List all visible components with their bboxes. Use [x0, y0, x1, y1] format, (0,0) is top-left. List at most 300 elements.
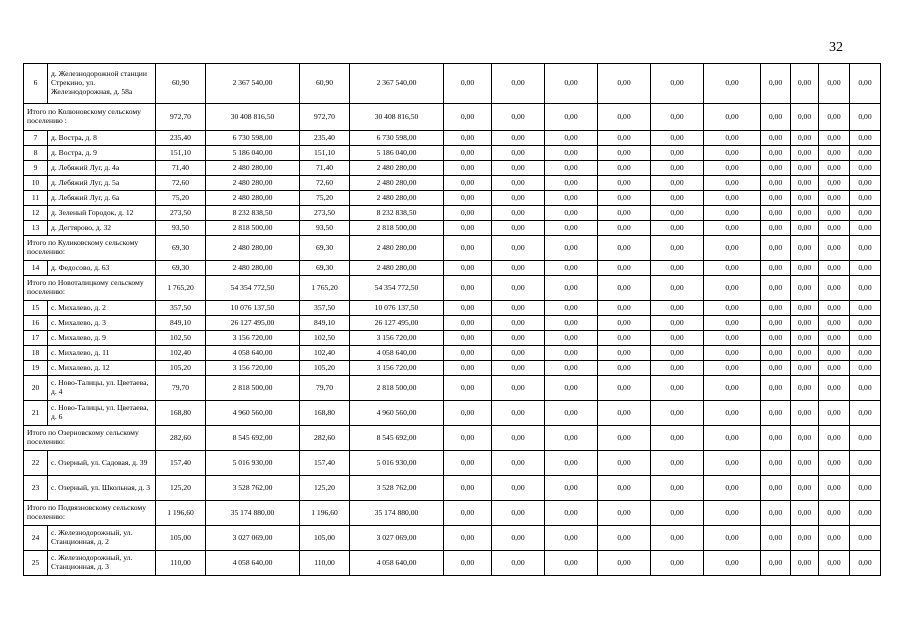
table-total-row [24, 104, 881, 131]
value-cell: 8 232 838,50 [206, 206, 300, 221]
value-cell: 0,00 [598, 376, 651, 401]
value-cell: 79,70 [300, 376, 350, 401]
value-cell: 8 545 692,00 [206, 426, 300, 451]
value-cell: 0,00 [444, 526, 492, 551]
value-cell: 0,00 [850, 301, 881, 316]
value-cell: 0,00 [819, 451, 850, 476]
table-row [24, 551, 881, 576]
value-cell: 2 480 280,00 [350, 236, 444, 261]
value-cell: 0,00 [598, 161, 651, 176]
value-cell: 2 480 280,00 [350, 191, 444, 206]
value-cell: 102,50 [156, 331, 206, 346]
value-cell: 0,00 [444, 426, 492, 451]
row-number: 19 [24, 361, 48, 376]
value-cell: 0,00 [545, 501, 598, 526]
value-cell: 3 027 069,00 [350, 526, 444, 551]
table-row [24, 176, 881, 191]
value-cell: 0,00 [850, 551, 881, 576]
value-cell: 0,00 [598, 361, 651, 376]
value-cell: 0,00 [704, 191, 761, 206]
value-cell: 0,00 [492, 276, 545, 301]
value-cell: 0,00 [791, 104, 819, 131]
value-cell: 0,00 [545, 551, 598, 576]
value-cell: 2 818 500,00 [206, 376, 300, 401]
value-cell: 0,00 [651, 146, 704, 161]
value-cell: 0,00 [598, 501, 651, 526]
value-cell: 0,00 [545, 331, 598, 346]
value-cell: 35 174 880,00 [206, 501, 300, 526]
value-cell: 4 960 560,00 [350, 401, 444, 426]
address-cell: д. Востра, д. 9 [48, 146, 156, 161]
value-cell: 0,00 [819, 361, 850, 376]
value-cell: 0,00 [492, 426, 545, 451]
value-cell: 0,00 [704, 501, 761, 526]
value-cell: 0,00 [492, 451, 545, 476]
value-cell: 0,00 [444, 191, 492, 206]
value-cell: 4 058 640,00 [350, 551, 444, 576]
value-cell: 0,00 [492, 221, 545, 236]
value-cell: 0,00 [819, 501, 850, 526]
value-cell: 0,00 [791, 301, 819, 316]
value-cell: 0,00 [850, 376, 881, 401]
value-cell: 0,00 [598, 476, 651, 501]
value-cell: 8 545 692,00 [350, 426, 444, 451]
value-cell: 0,00 [545, 451, 598, 476]
value-cell: 0,00 [598, 176, 651, 191]
value-cell: 0,00 [791, 526, 819, 551]
address-cell: д. Востра, д. 8 [48, 131, 156, 146]
value-cell: 0,00 [791, 316, 819, 331]
value-cell: 273,50 [300, 206, 350, 221]
value-cell: 0,00 [850, 261, 881, 276]
value-cell: 0,00 [444, 261, 492, 276]
value-cell: 0,00 [492, 191, 545, 206]
value-cell: 0,00 [761, 401, 791, 426]
table-row [24, 331, 881, 346]
value-cell: 0,00 [791, 64, 819, 104]
value-cell: 0,00 [545, 206, 598, 221]
value-cell: 6 730 598,00 [206, 131, 300, 146]
table-row [24, 301, 881, 316]
value-cell: 0,00 [850, 361, 881, 376]
value-cell: 4 960 560,00 [206, 401, 300, 426]
address-cell: с. Михалево, д. 11 [48, 346, 156, 361]
value-cell: 0,00 [444, 501, 492, 526]
value-cell: 0,00 [850, 221, 881, 236]
value-cell: 72,60 [300, 176, 350, 191]
value-cell: 1 765,20 [156, 276, 206, 301]
value-cell: 72,60 [156, 176, 206, 191]
value-cell: 30 408 816,50 [350, 104, 444, 131]
row-number: 23 [24, 476, 48, 501]
value-cell: 54 354 772,50 [206, 276, 300, 301]
table-row [24, 376, 881, 401]
value-cell: 157,40 [156, 451, 206, 476]
value-cell: 0,00 [444, 401, 492, 426]
value-cell: 93,50 [300, 221, 350, 236]
value-cell: 0,00 [761, 206, 791, 221]
value-cell: 0,00 [598, 331, 651, 346]
value-cell: 60,90 [156, 64, 206, 104]
table-total-row [24, 236, 881, 261]
value-cell: 0,00 [704, 551, 761, 576]
value-cell: 3 027 069,00 [206, 526, 300, 551]
value-cell: 0,00 [598, 551, 651, 576]
value-cell: 0,00 [545, 361, 598, 376]
value-cell: 0,00 [444, 476, 492, 501]
value-cell: 0,00 [704, 361, 761, 376]
value-cell: 69,30 [300, 261, 350, 276]
address-cell: д. Дегтярово, д. 32 [48, 221, 156, 236]
value-cell: 0,00 [492, 131, 545, 146]
value-cell: 0,00 [704, 476, 761, 501]
value-cell: 0,00 [704, 176, 761, 191]
address-cell: д. Лебяжий Луг, д. 5а [48, 176, 156, 191]
value-cell: 105,00 [156, 526, 206, 551]
row-number: 15 [24, 301, 48, 316]
value-cell: 0,00 [651, 376, 704, 401]
value-cell: 0,00 [444, 301, 492, 316]
table-row [24, 161, 881, 176]
value-cell: 0,00 [444, 451, 492, 476]
value-cell: 0,00 [545, 526, 598, 551]
value-cell: 0,00 [651, 401, 704, 426]
value-cell: 0,00 [444, 551, 492, 576]
value-cell: 69,30 [156, 236, 206, 261]
value-cell: 0,00 [850, 426, 881, 451]
value-cell: 0,00 [850, 146, 881, 161]
value-cell: 0,00 [819, 476, 850, 501]
value-cell: 235,40 [156, 131, 206, 146]
value-cell: 0,00 [761, 361, 791, 376]
value-cell: 273,50 [156, 206, 206, 221]
value-cell: 0,00 [791, 131, 819, 146]
table-row [24, 191, 881, 206]
value-cell: 3 156 720,00 [206, 331, 300, 346]
value-cell: 0,00 [791, 161, 819, 176]
value-cell: 0,00 [850, 276, 881, 301]
value-cell: 0,00 [761, 161, 791, 176]
value-cell: 0,00 [791, 146, 819, 161]
address-cell: с. Михалево, д. 3 [48, 316, 156, 331]
value-cell: 0,00 [819, 526, 850, 551]
value-cell: 0,00 [444, 376, 492, 401]
value-cell: 0,00 [791, 236, 819, 261]
value-cell: 2 818 500,00 [350, 376, 444, 401]
address-cell: д. Лебяжий Луг, д. 6а [48, 191, 156, 206]
value-cell: 0,00 [651, 331, 704, 346]
row-number: 24 [24, 526, 48, 551]
value-cell: 0,00 [704, 346, 761, 361]
value-cell: 972,70 [156, 104, 206, 131]
value-cell: 5 186 040,00 [350, 146, 444, 161]
value-cell: 0,00 [444, 131, 492, 146]
value-cell: 102,40 [300, 346, 350, 361]
value-cell: 0,00 [598, 146, 651, 161]
value-cell: 157,40 [300, 451, 350, 476]
value-cell: 0,00 [704, 64, 761, 104]
value-cell: 0,00 [444, 161, 492, 176]
value-cell: 0,00 [444, 346, 492, 361]
value-cell: 0,00 [651, 526, 704, 551]
value-cell: 0,00 [791, 551, 819, 576]
table-row [24, 131, 881, 146]
address-cell: д. Железнодорожной станции Стрекино, ул. Железнодорожная, д. 58а [48, 64, 156, 104]
value-cell: 0,00 [492, 551, 545, 576]
value-cell: 2 480 280,00 [206, 261, 300, 276]
value-cell: 0,00 [651, 451, 704, 476]
value-cell: 0,00 [704, 221, 761, 236]
value-cell: 0,00 [704, 206, 761, 221]
table-row [24, 206, 881, 221]
table-total-row [24, 426, 881, 451]
value-cell: 0,00 [761, 426, 791, 451]
value-cell: 0,00 [651, 236, 704, 261]
value-cell: 0,00 [545, 476, 598, 501]
value-cell: 0,00 [791, 451, 819, 476]
value-cell: 0,00 [819, 146, 850, 161]
address-cell: с. Михалево, д. 12 [48, 361, 156, 376]
value-cell: 0,00 [651, 131, 704, 146]
value-cell: 125,20 [156, 476, 206, 501]
value-cell: 10 076 137,50 [206, 301, 300, 316]
value-cell: 2 480 280,00 [350, 161, 444, 176]
value-cell: 8 232 838,50 [350, 206, 444, 221]
value-cell: 0,00 [819, 236, 850, 261]
value-cell: 4 058 640,00 [350, 346, 444, 361]
value-cell: 0,00 [444, 64, 492, 104]
value-cell: 0,00 [761, 331, 791, 346]
value-cell: 0,00 [545, 191, 598, 206]
value-cell: 2 480 280,00 [206, 236, 300, 261]
value-cell: 3 156 720,00 [206, 361, 300, 376]
value-cell: 2 480 280,00 [206, 161, 300, 176]
value-cell: 0,00 [545, 236, 598, 261]
table-row [24, 526, 881, 551]
value-cell: 0,00 [492, 176, 545, 191]
value-cell: 0,00 [651, 104, 704, 131]
value-cell: 0,00 [651, 316, 704, 331]
value-cell: 3 528 762,00 [206, 476, 300, 501]
value-cell: 0,00 [492, 236, 545, 261]
value-cell: 0,00 [761, 301, 791, 316]
value-cell: 0,00 [850, 526, 881, 551]
value-cell: 151,10 [300, 146, 350, 161]
value-cell: 0,00 [819, 221, 850, 236]
value-cell: 0,00 [598, 276, 651, 301]
value-cell: 0,00 [492, 206, 545, 221]
value-cell: 110,00 [300, 551, 350, 576]
value-cell: 0,00 [819, 161, 850, 176]
address-cell: д. Зеленый Городок, д. 12 [48, 206, 156, 221]
table-row [24, 401, 881, 426]
value-cell: 0,00 [704, 401, 761, 426]
value-cell: 3 156 720,00 [350, 331, 444, 346]
row-number: 7 [24, 131, 48, 146]
address-cell: с. Озерный, ул. Садовая, д. 39 [48, 451, 156, 476]
value-cell: 71,40 [156, 161, 206, 176]
value-cell: 10 076 137,50 [350, 301, 444, 316]
value-cell: 0,00 [704, 451, 761, 476]
value-cell: 0,00 [850, 331, 881, 346]
value-cell: 0,00 [819, 176, 850, 191]
address-cell: с. Железнодорожный, ул. Станционная, д. 2 [48, 526, 156, 551]
value-cell: 0,00 [761, 316, 791, 331]
value-cell: 0,00 [761, 176, 791, 191]
value-cell: 0,00 [598, 221, 651, 236]
value-cell: 0,00 [444, 276, 492, 301]
address-cell: с. Михалево, д. 2 [48, 301, 156, 316]
value-cell: 0,00 [704, 316, 761, 331]
value-cell: 0,00 [704, 331, 761, 346]
value-cell: 0,00 [850, 501, 881, 526]
value-cell: 0,00 [651, 206, 704, 221]
value-cell: 0,00 [545, 221, 598, 236]
value-cell: 0,00 [819, 206, 850, 221]
table-total-row [24, 501, 881, 526]
value-cell: 0,00 [598, 526, 651, 551]
value-cell: 0,00 [850, 451, 881, 476]
value-cell: 0,00 [819, 316, 850, 331]
value-cell: 0,00 [598, 261, 651, 276]
value-cell: 0,00 [598, 346, 651, 361]
value-cell: 357,50 [156, 301, 206, 316]
value-cell: 0,00 [704, 131, 761, 146]
value-cell: 0,00 [651, 191, 704, 206]
address-cell: с. Озерный, ул. Школьная, д. 3 [48, 476, 156, 501]
value-cell: 0,00 [545, 176, 598, 191]
value-cell: 4 058 640,00 [206, 551, 300, 576]
value-cell: 0,00 [444, 146, 492, 161]
row-number: 22 [24, 451, 48, 476]
table-row [24, 361, 881, 376]
value-cell: 0,00 [651, 176, 704, 191]
value-cell: 168,80 [300, 401, 350, 426]
value-cell: 0,00 [791, 501, 819, 526]
value-cell: 0,00 [819, 261, 850, 276]
value-cell: 2 480 280,00 [206, 191, 300, 206]
value-cell: 0,00 [850, 476, 881, 501]
value-cell: 35 174 880,00 [350, 501, 444, 526]
value-cell: 0,00 [444, 206, 492, 221]
value-cell: 0,00 [850, 316, 881, 331]
value-cell: 0,00 [850, 346, 881, 361]
value-cell: 0,00 [492, 346, 545, 361]
row-number: 18 [24, 346, 48, 361]
value-cell: 1 765,20 [300, 276, 350, 301]
value-cell: 69,30 [300, 236, 350, 261]
value-cell: 0,00 [819, 104, 850, 131]
value-cell: 0,00 [598, 301, 651, 316]
value-cell: 0,00 [850, 236, 881, 261]
value-cell: 0,00 [545, 401, 598, 426]
value-cell: 0,00 [761, 104, 791, 131]
value-cell: 0,00 [545, 104, 598, 131]
value-cell: 0,00 [791, 401, 819, 426]
value-cell: 0,00 [651, 346, 704, 361]
value-cell: 0,00 [545, 146, 598, 161]
value-cell: 0,00 [791, 476, 819, 501]
value-cell: 0,00 [850, 131, 881, 146]
value-cell: 93,50 [156, 221, 206, 236]
table-row [24, 221, 881, 236]
value-cell: 357,50 [300, 301, 350, 316]
value-cell: 0,00 [761, 236, 791, 261]
value-cell: 2 367 540,00 [350, 64, 444, 104]
value-cell: 0,00 [444, 331, 492, 346]
value-cell: 0,00 [791, 346, 819, 361]
value-cell: 0,00 [492, 161, 545, 176]
table-row [24, 316, 881, 331]
value-cell: 0,00 [651, 161, 704, 176]
table-row [24, 451, 881, 476]
value-cell: 0,00 [598, 104, 651, 131]
value-cell: 0,00 [761, 261, 791, 276]
value-cell: 0,00 [651, 476, 704, 501]
value-cell: 0,00 [761, 221, 791, 236]
row-number: 25 [24, 551, 48, 576]
value-cell: 0,00 [761, 191, 791, 206]
value-cell: 0,00 [444, 361, 492, 376]
value-cell: 0,00 [704, 526, 761, 551]
table-row [24, 261, 881, 276]
value-cell: 0,00 [791, 426, 819, 451]
value-cell: 0,00 [545, 376, 598, 401]
value-cell: 0,00 [545, 276, 598, 301]
value-cell: 0,00 [850, 176, 881, 191]
value-cell: 0,00 [492, 316, 545, 331]
value-cell: 75,20 [300, 191, 350, 206]
value-cell: 0,00 [492, 64, 545, 104]
address-cell: с. Ново-Талицы, ул. Цветаева, д. 4 [48, 376, 156, 401]
value-cell: 282,60 [156, 426, 206, 451]
value-cell: 102,50 [300, 331, 350, 346]
value-cell: 0,00 [598, 316, 651, 331]
value-cell: 102,40 [156, 346, 206, 361]
value-cell: 0,00 [545, 64, 598, 104]
row-number: 9 [24, 161, 48, 176]
value-cell: 0,00 [819, 426, 850, 451]
value-cell: 0,00 [492, 104, 545, 131]
address-cell: с. Железнодорожный, ул. Станционная, д. 3 [48, 551, 156, 576]
value-cell: 0,00 [704, 301, 761, 316]
value-cell: 0,00 [704, 376, 761, 401]
value-cell: 0,00 [791, 176, 819, 191]
table-row [24, 476, 881, 501]
value-cell: 105,20 [156, 361, 206, 376]
value-cell: 0,00 [492, 476, 545, 501]
value-cell: 151,10 [156, 146, 206, 161]
value-cell: 0,00 [761, 451, 791, 476]
value-cell: 0,00 [761, 376, 791, 401]
value-cell: 0,00 [791, 276, 819, 301]
total-label: Итого по Подвязновскому сельскому поселению: [24, 501, 156, 526]
value-cell: 0,00 [651, 64, 704, 104]
value-cell: 0,00 [850, 191, 881, 206]
value-cell: 849,10 [156, 316, 206, 331]
value-cell: 0,00 [444, 221, 492, 236]
value-cell: 0,00 [761, 146, 791, 161]
value-cell: 0,00 [651, 361, 704, 376]
address-cell: с. Ново-Талицы, ул. Цветаева, д. 6 [48, 401, 156, 426]
value-cell: 0,00 [704, 104, 761, 131]
value-cell: 2 480 280,00 [350, 261, 444, 276]
value-cell: 2 818 500,00 [350, 221, 444, 236]
value-cell: 0,00 [651, 501, 704, 526]
value-cell: 0,00 [545, 261, 598, 276]
value-cell: 0,00 [598, 64, 651, 104]
value-cell: 0,00 [850, 161, 881, 176]
